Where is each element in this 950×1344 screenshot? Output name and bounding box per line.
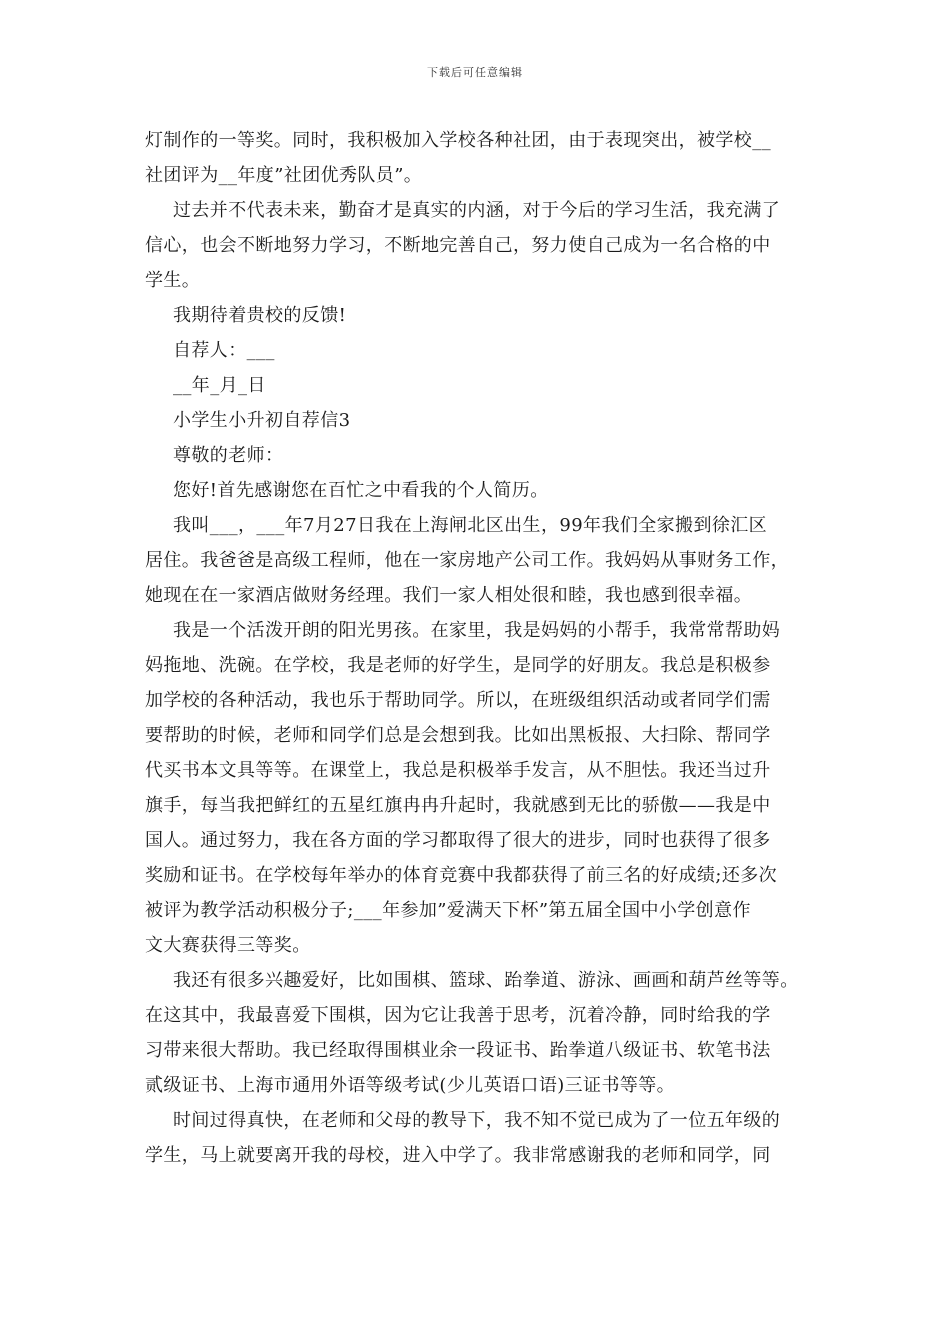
text-line: 灯制作的一等奖。同时，我积极加入学校各种社团，由于表现突出，被学校__: [145, 130, 771, 151]
text-line: 她现在在一家酒店做财务经理。我们一家人相处很和睦，我也感到很幸福。: [145, 585, 753, 606]
text-line: 妈拖地、洗碗。在学校，我是老师的好学生，是同学的好朋友。我总是积极参: [145, 655, 771, 676]
text-line: 我叫___，___年7月27日我在上海闸北区出生，99年我们全家搬到徐汇区: [173, 515, 768, 536]
text-line: __年_月_日: [173, 375, 266, 396]
text-line: 加学校的各种活动，我也乐于帮助同学。所以，在班级组织活动或者同学们需: [145, 690, 771, 711]
text-line: 小学生小升初自荐信3: [173, 410, 351, 431]
text-line: 您好!首先感谢您在百忙之中看我的个人简历。: [173, 480, 549, 501]
text-line: 学生，马上就要离开我的母校，进入中学了。我非常感谢我的老师和同学，同: [145, 1145, 771, 1166]
text-line: 代买书本文具等等。在课堂上，我总是积极举手发言，从不胆怯。我还当过升: [145, 760, 771, 781]
text-line: 尊敬的老师：: [173, 445, 284, 466]
text-line: 贰级证书、上海市通用外语等级考试(少儿英语口语)三证书等等。: [145, 1075, 676, 1096]
document-body: [145, 123, 825, 1173]
text-line: 学生。: [145, 270, 201, 291]
text-line: 我还有很多兴趣爱好，比如围棋、篮球、跆拳道、游泳、画画和葫芦丝等等。: [173, 970, 799, 991]
text-line: 被评为教学活动积极分子;___年参加”爱满天下杯”第五届全国中小学创意作: [145, 900, 751, 921]
text-line: 习带来很大帮助。我已经取得围棋业余一段证书、跆拳道八级证书、软笔书法: [145, 1040, 771, 1061]
text-line: 要帮助的时候，老师和同学们总是会想到我。比如出黑板报、大扫除、帮同学: [145, 725, 771, 746]
text-line: 我期待着贵校的反馈!: [173, 305, 347, 326]
page-header: 下载后可任意编辑: [427, 66, 523, 79]
text-line: 我是一个活泼开朗的阳光男孩。在家里，我是妈妈的小帮手，我常常帮助妈: [173, 620, 781, 641]
text-line: 文大赛获得三等奖。: [145, 935, 311, 956]
text-line: 过去并不代表未来，勤奋才是真实的内涵，对于今后的学习生活，我充满了: [173, 200, 781, 221]
text-line: 旗手，每当我把鲜红的五星红旗冉冉升起时，我就感到无比的骄傲——我是中: [145, 795, 771, 816]
text-line: 在这其中，我最喜爱下围棋，因为它让我善于思考，沉着冷静，同时给我的学: [145, 1005, 771, 1026]
text-line: 时间过得真快，在老师和父母的教导下，我不知不觉已成为了一位五年级的: [173, 1110, 781, 1131]
text-line: 国人。通过努力，我在各方面的学习都取得了很大的进步，同时也获得了很多: [145, 830, 771, 851]
text-line: 信心，也会不断地努力学习，不断地完善自己，努力使自己成为一名合格的中: [145, 235, 771, 256]
text-line: 自荐人：___: [173, 340, 275, 361]
text-line: 居住。我爸爸是高级工程师，他在一家房地产公司工作。我妈妈从事财务工作，: [145, 550, 789, 571]
text-line: 社团评为__年度”社团优秀队员”。: [145, 165, 423, 186]
text-line: 奖励和证书。在学校每年举办的体育竞赛中我都获得了前三名的好成绩;还多次: [145, 865, 778, 886]
